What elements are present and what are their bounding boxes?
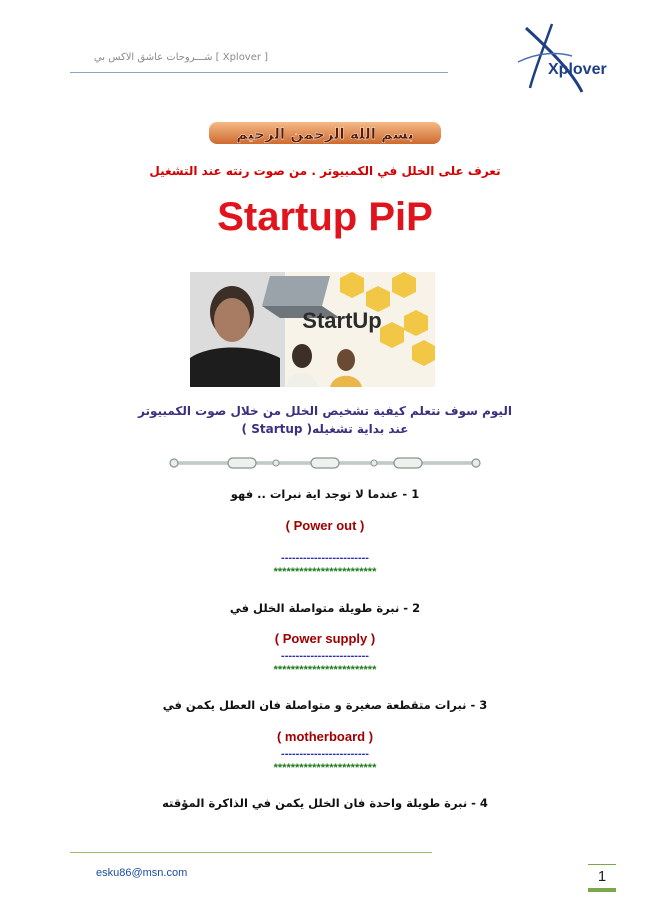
intro-text — [0, 402, 650, 438]
list-item-2-code: ( Power supply ) — [274, 631, 376, 646]
dash-separator-2: ------------------------ — [281, 650, 369, 662]
list-item-1-code: ( Power out ) — [285, 518, 365, 533]
page-number: 1 — [597, 868, 607, 885]
star-separator-1: ************************ — [273, 566, 377, 578]
intro-line-1: اليوم سوف نتعلم كيفية تشخيص الخلل من خلال صوت الكمبيوتر — [138, 404, 512, 418]
page-title: Startup PiP — [217, 195, 433, 239]
footer-divider — [70, 852, 432, 853]
list-item-3-code: ( motherboard ) — [276, 729, 374, 744]
page-number-top-rule — [588, 864, 616, 865]
star-separator-2: ************************ — [273, 664, 377, 676]
star-separator-3: ************************ — [273, 762, 377, 774]
hero-caption: StartUp — [302, 308, 382, 333]
footer-email: esku86@msn.com — [96, 867, 188, 879]
basmala-banner — [205, 118, 445, 148]
list-item-3: 3 - نبرات متقطعة صغيرة و متواصلة فان العطل يكمن في — [162, 698, 488, 712]
list-item-2: 2 - نبرة طويلة متواصلة الخلل في — [229, 601, 421, 615]
intro-line-2: عند بداية تشغيله( Startup ) — [241, 422, 409, 436]
page-number-bottom-rule — [588, 888, 616, 892]
basmala-text: بسم الله الرحمن الرحيم — [236, 125, 414, 143]
logo-text: Xplover — [548, 61, 607, 78]
header-divider — [70, 72, 448, 73]
header-title: شـــروحات عاشق الاكس بي [ Xplover ] — [93, 52, 269, 63]
startup-hero-image — [190, 272, 435, 387]
dash-separator-3: ------------------------ — [281, 748, 369, 760]
list-item-1: 1 - عندما لا توجد اية نبرات .. فهو — [230, 487, 420, 501]
list-item-4: 4 - نبرة طويلة واحدة فان الخلل يكمن في الذاكرة المؤقته — [162, 796, 488, 810]
decorative-divider — [168, 455, 482, 471]
dash-separator-1: ------------------------ — [281, 552, 369, 564]
xplover-logo — [512, 22, 618, 96]
page-subtitle: تعرف على الخلل في الكمبيوتر . من صوت رنته عند التشغيل — [149, 164, 501, 178]
